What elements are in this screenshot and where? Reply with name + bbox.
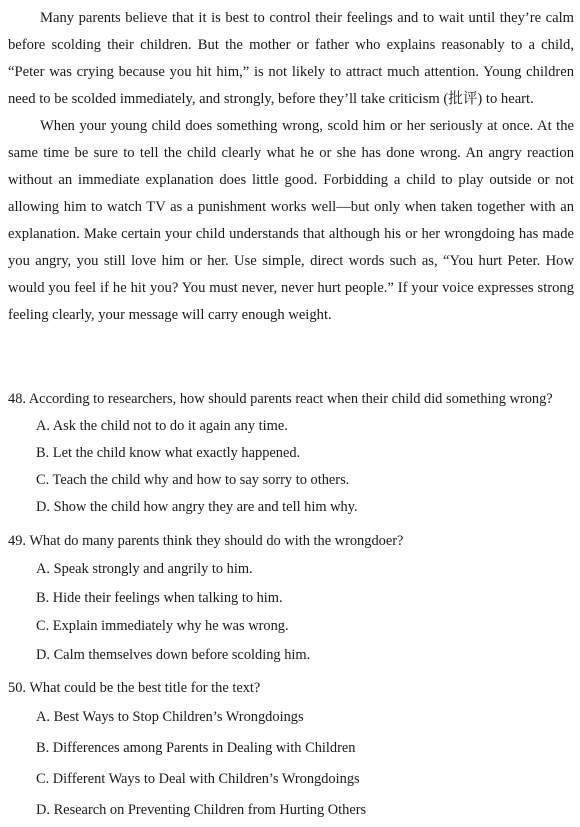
passage-paragraph: Many parents believe that it is best to control their feelings and to wait until they’re calm before scolding their children. But the mother or father who explains reasonably to a child, “Peter was crying because you hit him,” is not likely to attract much attention. Young children need to be scolded immediately, and strongly, before they’ll take criticism (批评) to heart. [8, 10, 574, 107]
answer-option-d: D. Calm themselves down before scolding him. [36, 646, 311, 663]
answer-option-d: D. Research on Preventing Children from Hurting Others [36, 802, 367, 818]
answer-option-a: A. Ask the child not to do it again any time. [36, 418, 288, 434]
answer-option-a: A. Best Ways to Stop Children’s Wrongdoings [36, 709, 304, 725]
question-stem: 50. What could be the best title for the text? [8, 680, 261, 696]
answer-option-c: C. Different Ways to Deal with Children’s Wrongdoings [36, 771, 360, 787]
question-48 [8, 385, 578, 521]
question-stem: 48. According to researchers, how should parents react when their child did something wrong? [8, 391, 553, 407]
answer-option-c: C. Explain immediately why he was wrong. [36, 618, 289, 634]
answer-option-a: A. Speak strongly and angrily to him. [36, 561, 253, 577]
question-49 [8, 527, 578, 669]
answer-option-d: D. Show the child how angry they are and tell him why. [36, 499, 358, 515]
answer-option-b: B. Let the child know what exactly happened. [36, 445, 301, 461]
reading-passage [8, 5, 574, 329]
answer-option-b: B. Hide their feelings when talking to him. [36, 589, 283, 606]
question-list [8, 385, 578, 826]
question-stem: 49. What do many parents think they should do with the wrongdoer? [8, 533, 404, 549]
answer-option-b: B. Differences among Parents in Dealing with Children [36, 740, 356, 756]
answer-option-c: C. Teach the child why and how to say sorry to others. [36, 472, 350, 488]
question-50 [8, 674, 578, 826]
passage-paragraph: When your young child does something wrong, scold him or her seriously at once. At the same time be sure to tell the child clearly what he or she has done wrong. An angry reaction without an immediate explanation does little good. Forbidding a child to play outside or not allowing him to watch TV as a punishment works well—but only when taken together with an explanation. Make certain your child understands that although his or her wrongdoing has made you angry, you still love him or her. Use simple, direct words such as, “You hurt Peter. How would you feel if he hit you? You must never, never hurt people.” If your voice expresses strong feeling clearly, your message will carry enough weight. [8, 118, 574, 323]
